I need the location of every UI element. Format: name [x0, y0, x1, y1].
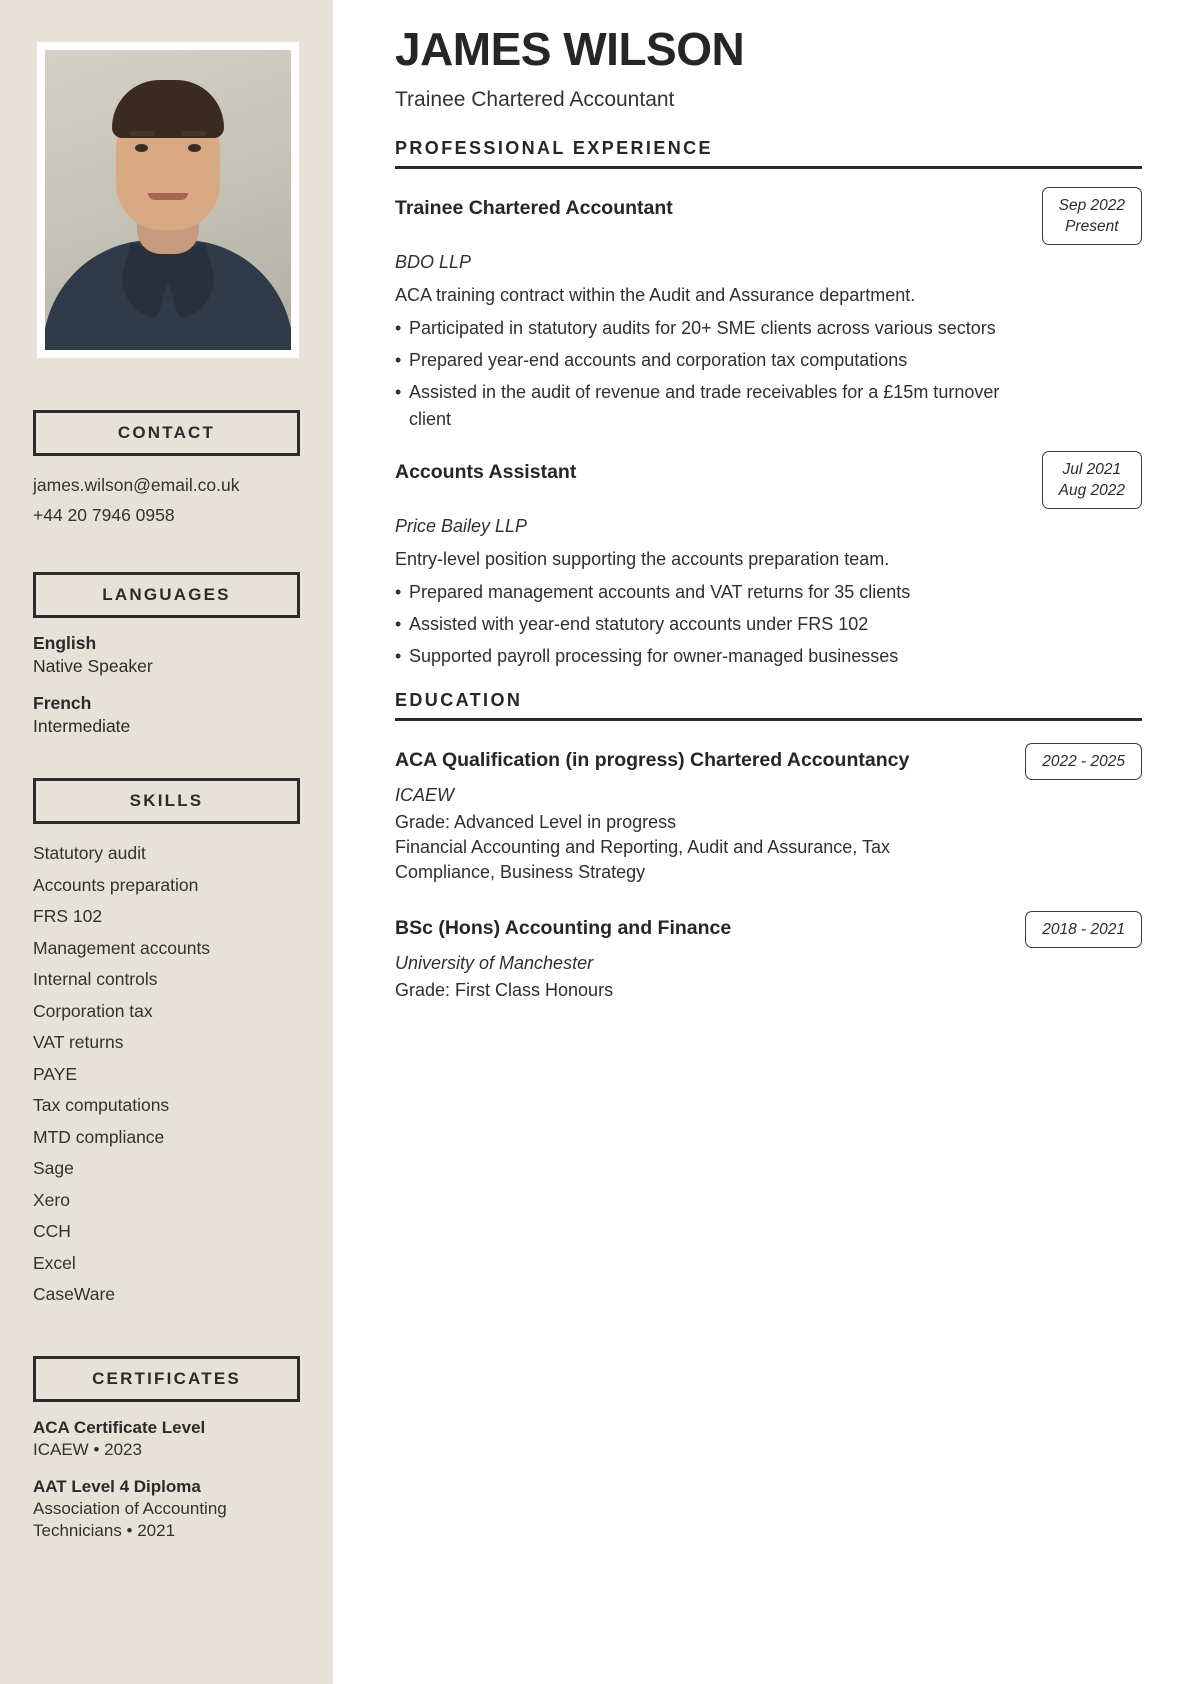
page-title: JAMES WILSON — [395, 23, 745, 75]
contact-section — [33, 410, 300, 530]
language-item — [33, 632, 300, 678]
language-level: Intermediate — [33, 716, 131, 736]
bullet-item — [395, 643, 1035, 670]
bullet-dot-icon: • — [395, 614, 402, 634]
skills-section — [33, 778, 300, 1311]
main-content — [333, 0, 1190, 1684]
education-title: ACA Qualification (in progress) Chartered Accountancy — [395, 749, 910, 771]
bullet-text: Supported payroll processing for owner-managed businesses — [409, 646, 899, 666]
bullet-text: Prepared year-end accounts and corporation tax computations — [409, 350, 908, 370]
skill-item: VAT returns — [33, 1032, 124, 1052]
skill-item: Management accounts — [33, 937, 211, 958]
language-name: French — [33, 693, 92, 713]
profile-photo-frame — [37, 42, 299, 358]
education-date-badge: 2018 - 2021 — [1025, 911, 1142, 948]
profile-photo — [45, 50, 291, 350]
bullet-item — [395, 315, 1035, 342]
bullet-text: Prepared management accounts and VAT returns for 35 clients — [409, 582, 911, 602]
bullet-item — [395, 579, 1035, 606]
experience-entry — [395, 459, 1142, 670]
bullet-dot-icon: • — [395, 318, 402, 338]
skill-item: PAYE — [33, 1063, 78, 1084]
skill-item: Corporation tax — [33, 1000, 153, 1021]
bullet-dot-icon: • — [395, 382, 402, 402]
certificates-heading: CERTIFICATES — [33, 1356, 300, 1402]
certificates-section — [33, 1356, 300, 1542]
job-role-subtitle: Trainee Chartered Accountant — [395, 88, 675, 111]
date-to: Aug 2022 — [1058, 482, 1125, 499]
experience-heading: PROFESSIONAL EXPERIENCE — [395, 138, 1142, 169]
bullet-item — [395, 379, 1035, 433]
bullet-text: Assisted in the audit of revenue and trade receivables for a £15m turnover client — [409, 382, 1000, 429]
skill-item: Xero — [33, 1189, 70, 1210]
skill-item: Sage — [33, 1158, 74, 1178]
skill-item: CaseWare — [33, 1284, 116, 1304]
education-title: BSc (Hons) Accounting and Finance — [395, 917, 732, 939]
experience-bullets — [395, 315, 1142, 433]
skill-item: Internal controls — [33, 969, 158, 989]
education-heading: EDUCATION — [395, 690, 1142, 721]
education-entry — [395, 915, 1142, 1003]
date-from: Sep 2022 — [1058, 197, 1125, 214]
experience-section — [395, 138, 1142, 670]
skills-heading: SKILLS — [33, 778, 300, 824]
bullet-item — [395, 611, 1035, 638]
education-date-badge: 2022 - 2025 — [1025, 743, 1142, 780]
certificate-meta: ICAEW • 2023 — [33, 1439, 142, 1459]
experience-date-badge — [1042, 451, 1142, 509]
languages-heading: LANGUAGES — [33, 572, 300, 618]
skill-item: Excel — [33, 1252, 76, 1273]
skill-item: FRS 102 — [33, 906, 103, 926]
experience-title: Accounts Assistant — [395, 461, 577, 483]
skill-item: CCH — [33, 1221, 71, 1241]
experience-description: Entry-level position supporting the accounts preparation team. — [395, 549, 890, 569]
bullet-item — [395, 347, 1035, 374]
education-grade: Grade: First Class Honours — [395, 980, 614, 1000]
experience-date-badge — [1042, 187, 1142, 245]
certificate-name: AAT Level 4 Diploma — [33, 1476, 201, 1496]
skill-item: Tax computations — [33, 1095, 170, 1115]
date-to: Present — [1065, 218, 1119, 235]
skill-item: Accounts preparation — [33, 874, 199, 895]
experience-title: Trainee Chartered Accountant — [395, 197, 673, 219]
bullet-dot-icon: • — [395, 582, 402, 602]
education-org: University of Manchester — [395, 953, 594, 973]
education-org: ICAEW — [395, 785, 455, 805]
skill-item: MTD compliance — [33, 1126, 165, 1147]
language-name: English — [33, 633, 97, 653]
bullet-dot-icon: • — [395, 646, 402, 666]
contact-heading: CONTACT — [33, 410, 300, 456]
skill-item: Statutory audit — [33, 843, 146, 863]
contact-email[interactable]: james.wilson@email.co.uk — [33, 475, 240, 495]
contact-phone[interactable]: +44 20 7946 0958 — [33, 505, 175, 525]
bullet-text: Assisted with year-end statutory accounts under FRS 102 — [409, 614, 869, 634]
education-entry — [395, 747, 1142, 885]
education-section — [395, 690, 1142, 1003]
education-grade: Grade: Advanced Level in progress — [395, 812, 677, 832]
bullet-text: Participated in statutory audits for 20+ SME clients across various sectors — [409, 318, 996, 338]
languages-section — [33, 572, 300, 738]
education-modules: Financial Accounting and Reporting, Audit and Assurance, Tax Compliance, Business Strategy — [395, 837, 890, 882]
certificate-name: ACA Certificate Level — [33, 1417, 206, 1437]
certificate-item — [33, 1416, 300, 1461]
language-level: Native Speaker — [33, 656, 153, 676]
date-from: Jul 2021 — [1062, 461, 1122, 478]
language-item — [33, 692, 300, 738]
experience-bullets — [395, 579, 1142, 670]
experience-org: BDO LLP — [395, 252, 472, 272]
experience-description: ACA training contract within the Audit and Assurance department. — [395, 285, 916, 305]
bullet-dot-icon: • — [395, 350, 402, 370]
sidebar — [0, 0, 333, 1684]
certificate-item — [33, 1475, 300, 1542]
experience-entry — [395, 195, 1142, 433]
certificate-meta: Association of Accounting Technicians • 2021 — [33, 1498, 227, 1540]
experience-org: Price Bailey LLP — [395, 516, 528, 536]
